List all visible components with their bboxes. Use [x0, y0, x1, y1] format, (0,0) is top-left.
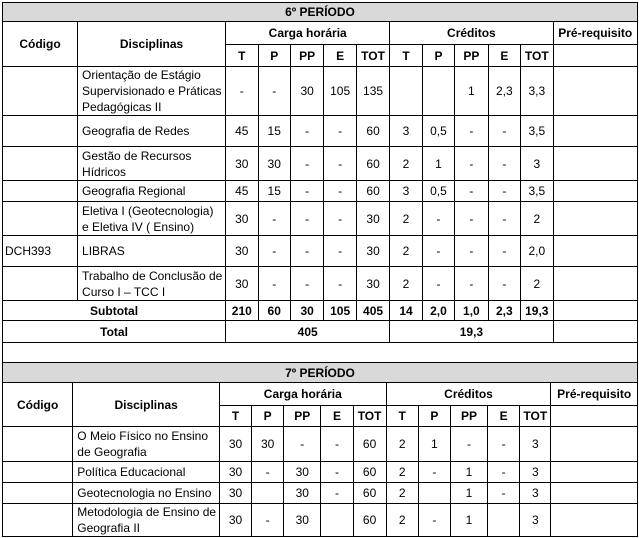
- pre-requisito-cell: [553, 202, 638, 236]
- creditos-cell: 0,5: [422, 181, 454, 202]
- carga-col-header: PP: [284, 406, 321, 427]
- period-title: 6º PERÍODO: [3, 3, 638, 22]
- carga-col-header: PP: [290, 45, 323, 67]
- disciplina-cell: Geografia de Redes: [78, 116, 226, 147]
- subtotal-carga-cell: 60: [258, 301, 290, 321]
- pre-requisito-blank: [551, 406, 638, 427]
- creditos-col-header: P: [418, 406, 450, 427]
- creditos-cell: -: [418, 504, 450, 537]
- creditos-cell: -: [488, 116, 520, 147]
- creditos-col-header: E: [488, 406, 520, 427]
- creditos-cell: 1: [450, 483, 487, 504]
- carga-col-header: P: [252, 406, 284, 427]
- creditos-cell: 1: [455, 67, 488, 116]
- carga-cell: -: [252, 504, 284, 537]
- creditos-cell: [422, 67, 454, 116]
- carga-cell: 30: [252, 427, 284, 462]
- carga-cell: 60: [356, 181, 389, 202]
- carga-cell: -: [321, 483, 353, 504]
- codigo-cell: [3, 181, 78, 202]
- carga-cell: 30: [284, 504, 321, 537]
- carga-cell: -: [290, 147, 323, 181]
- creditos-cell: -: [455, 267, 488, 301]
- creditos-cell: 0,5: [422, 116, 454, 147]
- subtotal-creditos-cell: 14: [390, 301, 422, 321]
- carga-cell: -: [290, 236, 323, 267]
- header-carga-horaria: Carga horária: [219, 383, 386, 406]
- creditos-cell: -: [488, 181, 520, 202]
- codigo-cell: [3, 483, 73, 504]
- carga-cell: -: [258, 202, 290, 236]
- carga-col-header: E: [324, 45, 356, 67]
- subtotal-creditos-cell: 19,3: [521, 301, 553, 321]
- carga-col-header: T: [226, 45, 258, 67]
- carga-cell: -: [324, 147, 356, 181]
- codigo-cell: [3, 267, 78, 301]
- total-label: Total: [3, 321, 226, 343]
- creditos-cell: 3,3: [521, 67, 553, 116]
- carga-cell: 45: [226, 181, 258, 202]
- creditos-cell: 2: [521, 202, 553, 236]
- creditos-cell: -: [455, 147, 488, 181]
- carga-cell: 60: [353, 483, 386, 504]
- table-row: [3, 483, 638, 504]
- carga-cell: 60: [353, 427, 386, 462]
- carga-col-header: P: [258, 45, 290, 67]
- spacer-row: [3, 343, 638, 362]
- codigo-cell: [3, 116, 78, 147]
- header-codigo: Código: [3, 383, 73, 427]
- header-pre-requisito: Pré-requisito: [551, 383, 638, 406]
- total-carga-cell: 405: [226, 321, 390, 343]
- disciplina-cell: LIBRAS: [78, 236, 226, 267]
- table-row: [3, 236, 638, 267]
- creditos-cell: 3,5: [521, 116, 553, 147]
- creditos-cell: -: [455, 236, 488, 267]
- carga-cell: -: [321, 462, 353, 483]
- carga-cell: 30: [226, 202, 258, 236]
- header-carga-horaria: Carga horária: [226, 22, 390, 45]
- carga-cell: 30: [356, 267, 389, 301]
- carga-cell: 30: [219, 427, 251, 462]
- creditos-cell: -: [422, 202, 454, 236]
- creditos-col-header: PP: [450, 406, 487, 427]
- periodo-6-table: [2, 2, 638, 362]
- table-row: [3, 116, 638, 147]
- carga-col-header: TOT: [353, 406, 386, 427]
- creditos-col-header: TOT: [521, 45, 553, 67]
- creditos-cell: -: [422, 267, 454, 301]
- disciplina-cell: Trabalho de Conclusão de Curso I – TCC I: [78, 267, 226, 301]
- creditos-cell: -: [422, 236, 454, 267]
- creditos-cell: 2: [521, 267, 553, 301]
- creditos-cell: 2,3: [488, 67, 520, 116]
- creditos-cell: 3: [520, 504, 551, 537]
- creditos-cell: 2,0: [521, 236, 553, 267]
- subtotal-carga-cell: 210: [226, 301, 258, 321]
- creditos-col-header: T: [386, 406, 418, 427]
- carga-col-header: T: [219, 406, 251, 427]
- carga-cell: 30: [219, 462, 251, 483]
- creditos-cell: -: [488, 267, 520, 301]
- carga-cell: 60: [353, 462, 386, 483]
- carga-cell: 30: [356, 202, 389, 236]
- carga-cell: 60: [353, 504, 386, 537]
- header-codigo: Código: [3, 22, 78, 67]
- creditos-cell: 2: [386, 483, 418, 504]
- table-row: [3, 147, 638, 181]
- creditos-col-header: E: [488, 45, 520, 67]
- carga-cell: 15: [258, 181, 290, 202]
- carga-cell: -: [324, 267, 356, 301]
- disciplina-cell: Política Educacional: [73, 462, 220, 483]
- subtotal-carga-cell: 405: [356, 301, 389, 321]
- creditos-cell: 2: [390, 236, 422, 267]
- subtotal-creditos-cell: 1,0: [455, 301, 488, 321]
- carga-cell: 30: [226, 147, 258, 181]
- spacer-cell: [3, 343, 638, 362]
- codigo-cell: [3, 147, 78, 181]
- carga-cell: 30: [226, 236, 258, 267]
- carga-cell: -: [324, 236, 356, 267]
- carga-cell: -: [252, 462, 284, 483]
- disciplina-cell: Orientação de Estágio Supervisionado e Práticas Pedagógicas II: [78, 67, 226, 116]
- creditos-col-header: PP: [455, 45, 488, 67]
- creditos-cell: -: [455, 202, 488, 236]
- pre-requisito-cell: [553, 236, 638, 267]
- subtotal-carga-cell: 30: [290, 301, 323, 321]
- carga-cell: 105: [324, 67, 356, 116]
- carga-cell: 30: [219, 504, 251, 537]
- header-disciplinas: Disciplinas: [78, 22, 226, 67]
- pre-requisito-cell: [553, 147, 638, 181]
- header-disciplinas: Disciplinas: [73, 383, 220, 427]
- carga-cell: -: [226, 67, 258, 116]
- header-creditos: Créditos: [386, 383, 551, 406]
- pre-requisito-cell: [553, 116, 638, 147]
- table-row: [3, 267, 638, 301]
- disciplina-cell: Eletiva I (Geotecnologia) e Eletiva IV ( Ensino): [78, 202, 226, 236]
- pre-requisito-cell: [551, 483, 638, 504]
- carga-col-header: E: [321, 406, 353, 427]
- carga-col-header: TOT: [356, 45, 389, 67]
- disciplina-cell: Geotecnologia no Ensino: [73, 483, 220, 504]
- carga-cell: -: [290, 202, 323, 236]
- creditos-cell: -: [488, 236, 520, 267]
- carga-cell: -: [324, 116, 356, 147]
- table-row: [3, 427, 638, 462]
- subtotal-creditos-cell: 2,3: [488, 301, 520, 321]
- codigo-cell: [3, 427, 73, 462]
- subtotal-creditos-cell: 2,0: [422, 301, 454, 321]
- table-row: [3, 504, 638, 537]
- pre-requisito-cell: [551, 462, 638, 483]
- creditos-cell: [390, 67, 422, 116]
- creditos-cell: -: [455, 181, 488, 202]
- creditos-cell: 3: [520, 483, 551, 504]
- creditos-cell: -: [488, 427, 520, 462]
- carga-cell: -: [324, 202, 356, 236]
- carga-cell: 30: [258, 147, 290, 181]
- header-pre-requisito: Pré-requisito: [553, 22, 638, 45]
- carga-cell: -: [290, 116, 323, 147]
- creditos-cell: -: [488, 202, 520, 236]
- creditos-cell: 2: [386, 427, 418, 462]
- carga-cell: -: [258, 236, 290, 267]
- creditos-cell: 3: [390, 181, 422, 202]
- creditos-cell: 3: [521, 147, 553, 181]
- period-title: 7º PERÍODO: [3, 363, 638, 383]
- periodo-7-table: [2, 362, 638, 537]
- codigo-cell: [3, 462, 73, 483]
- creditos-col-header: TOT: [520, 406, 551, 427]
- carga-cell: 30: [219, 483, 251, 504]
- codigo-cell: [3, 67, 78, 116]
- subtotal-label: Subtotal: [3, 301, 226, 321]
- creditos-cell: -: [488, 483, 520, 504]
- creditos-cell: -: [488, 147, 520, 181]
- codigo-cell: [3, 202, 78, 236]
- pre-requisito-blank: [553, 321, 638, 343]
- codigo-cell: DCH393: [3, 236, 78, 267]
- pre-requisito-cell: [551, 427, 638, 462]
- subtotal-carga-cell: 105: [324, 301, 356, 321]
- subtotal-row: [3, 301, 638, 321]
- creditos-cell: 3: [520, 427, 551, 462]
- carga-cell: 30: [290, 67, 323, 116]
- carga-cell: -: [290, 267, 323, 301]
- carga-cell: 30: [356, 236, 389, 267]
- pre-requisito-cell: [553, 67, 638, 116]
- creditos-cell: [488, 504, 520, 537]
- creditos-col-header: P: [422, 45, 454, 67]
- carga-cell: -: [258, 267, 290, 301]
- carga-cell: [252, 483, 284, 504]
- carga-cell: 30: [284, 483, 321, 504]
- pre-requisito-cell: [553, 181, 638, 202]
- creditos-cell: 2: [390, 267, 422, 301]
- pre-requisito-cell: [553, 267, 638, 301]
- total-row: [3, 321, 638, 343]
- creditos-cell: [418, 483, 450, 504]
- creditos-cell: 3,5: [521, 181, 553, 202]
- table-row: [3, 181, 638, 202]
- carga-cell: -: [258, 67, 290, 116]
- creditos-cell: 2: [386, 504, 418, 537]
- carga-cell: 135: [356, 67, 389, 116]
- creditos-cell: -: [488, 462, 520, 483]
- table-row: [3, 462, 638, 483]
- carga-cell: -: [324, 181, 356, 202]
- disciplina-cell: Metodologia de Ensino de Geografia II: [73, 504, 220, 537]
- carga-cell: [321, 504, 353, 537]
- creditos-cell: 3: [520, 462, 551, 483]
- creditos-cell: 2: [390, 147, 422, 181]
- creditos-col-header: T: [390, 45, 422, 67]
- header-creditos: Créditos: [390, 22, 553, 45]
- creditos-cell: 2: [390, 202, 422, 236]
- disciplina-cell: Gestão de Recursos Hídricos: [78, 147, 226, 181]
- carga-cell: 30: [284, 462, 321, 483]
- table-row: [3, 67, 638, 116]
- creditos-cell: 3: [390, 116, 422, 147]
- pre-requisito-cell: [551, 504, 638, 537]
- pre-requisito-blank: [553, 301, 638, 321]
- carga-cell: 15: [258, 116, 290, 147]
- creditos-cell: -: [418, 462, 450, 483]
- disciplina-cell: O Meio Físico no Ensino de Geografia: [73, 427, 220, 462]
- codigo-cell: [3, 504, 73, 537]
- creditos-cell: 1: [450, 504, 487, 537]
- carga-cell: -: [321, 427, 353, 462]
- total-creditos-cell: 19,3: [390, 321, 553, 343]
- creditos-cell: 1: [450, 462, 487, 483]
- creditos-cell: -: [455, 116, 488, 147]
- creditos-cell: 1: [422, 147, 454, 181]
- carga-cell: 60: [356, 147, 389, 181]
- creditos-cell: 2: [386, 462, 418, 483]
- creditos-cell: 1: [418, 427, 450, 462]
- pre-requisito-blank: [553, 45, 638, 67]
- carga-cell: -: [284, 427, 321, 462]
- carga-cell: 45: [226, 116, 258, 147]
- disciplina-cell: Geografia Regional: [78, 181, 226, 202]
- carga-cell: -: [290, 181, 323, 202]
- table-row: [3, 202, 638, 236]
- creditos-cell: -: [450, 427, 487, 462]
- carga-cell: 60: [356, 116, 389, 147]
- carga-cell: 30: [226, 267, 258, 301]
